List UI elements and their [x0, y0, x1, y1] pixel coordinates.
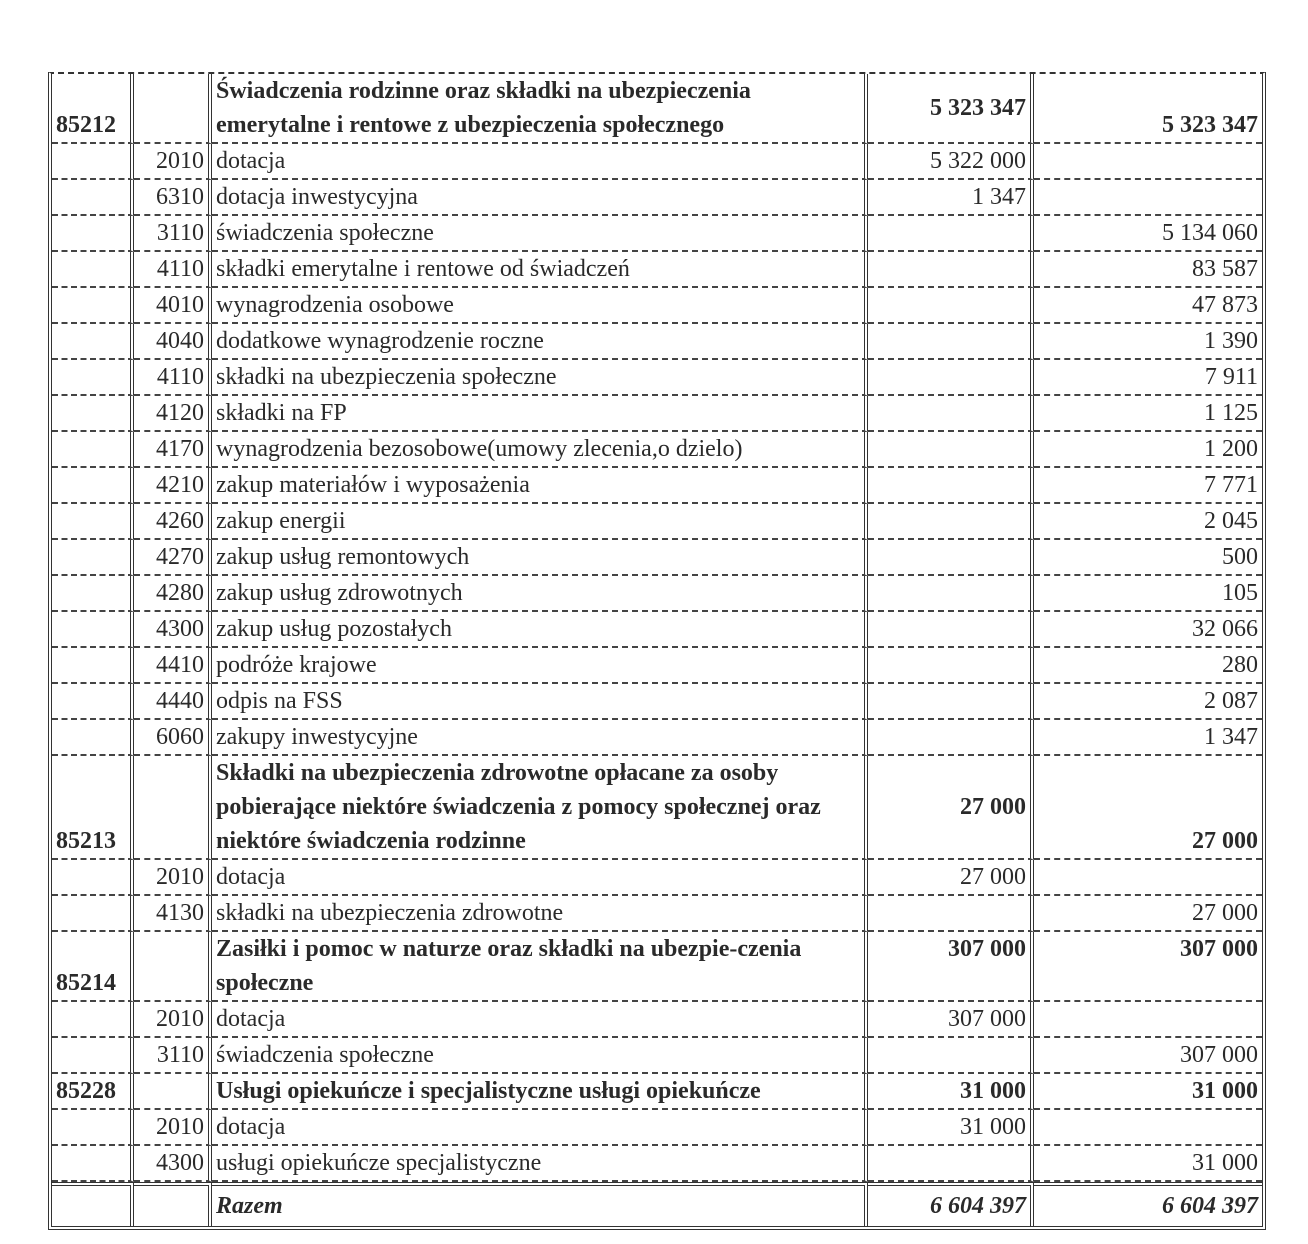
section-code [52, 1146, 134, 1182]
paragraph-code [134, 756, 212, 860]
description: zakup materiałów i wyposażenia [212, 468, 868, 504]
description: dotacja [212, 1002, 868, 1038]
expense-amount: 307 000 [1034, 1038, 1262, 1074]
description: świadczenia społeczne [212, 216, 868, 252]
section-code [52, 252, 134, 288]
paragraph-code: 2010 [134, 144, 212, 180]
table-row [52, 252, 1262, 288]
description: składki emerytalne i rentowe od świadczeń [212, 252, 868, 288]
table-row [52, 576, 1262, 612]
description: Świadczenia rodzinne oraz składki na ubezpieczenia emerytalne i rentowe z ubezpieczenia społecznego [212, 74, 868, 144]
section-code [52, 684, 134, 720]
section-code [52, 648, 134, 684]
description: Zasiłki i pomoc w naturze oraz składki na ubezpie-czenia społeczne [212, 932, 868, 1002]
section-code [52, 612, 134, 648]
income-amount [868, 612, 1034, 648]
expense-amount [1034, 180, 1262, 216]
table-row [52, 180, 1262, 216]
total-section-cell [52, 1182, 134, 1226]
table-row [52, 612, 1262, 648]
description: dotacja [212, 144, 868, 180]
paragraph-code: 6310 [134, 180, 212, 216]
income-amount [868, 216, 1034, 252]
budget-document [48, 72, 1266, 1230]
paragraph-code: 4270 [134, 540, 212, 576]
paragraph-code: 3110 [134, 1038, 212, 1074]
expense-amount: 5 323 347 [1034, 74, 1262, 144]
paragraph-code: 4110 [134, 360, 212, 396]
table-row [52, 468, 1262, 504]
income-amount [868, 540, 1034, 576]
expense-amount: 5 134 060 [1034, 216, 1262, 252]
expense-amount: 1 125 [1034, 396, 1262, 432]
paragraph-code: 4210 [134, 468, 212, 504]
description: świadczenia społeczne [212, 1038, 868, 1074]
section-code [52, 1038, 134, 1074]
paragraph-code [134, 1074, 212, 1110]
table-row [52, 720, 1262, 756]
expense-amount: 83 587 [1034, 252, 1262, 288]
paragraph-code: 4010 [134, 288, 212, 324]
expense-amount: 1 347 [1034, 720, 1262, 756]
section-code: 85212 [52, 74, 134, 144]
total-para-cell [134, 1182, 212, 1226]
description: dodatkowe wynagrodzenie roczne [212, 324, 868, 360]
description: zakup usług zdrowotnych [212, 576, 868, 612]
section-code [52, 144, 134, 180]
description: Składki na ubezpieczenia zdrowotne opłacane za osoby pobierające niektóre świadczenia z pomocy społecznej oraz niektóre świadczenia rodzinne [212, 756, 868, 860]
section-code [52, 576, 134, 612]
income-amount [868, 396, 1034, 432]
income-amount [868, 684, 1034, 720]
income-amount [868, 1038, 1034, 1074]
section-code [52, 860, 134, 896]
description: wynagrodzenia bezosobowe(umowy zlecenia,o dzielo) [212, 432, 868, 468]
paragraph-code: 4170 [134, 432, 212, 468]
expense-amount: 27 000 [1034, 756, 1262, 860]
paragraph-code: 2010 [134, 1110, 212, 1146]
description: zakup usług pozostałych [212, 612, 868, 648]
paragraph-code [134, 74, 212, 144]
table-row [52, 860, 1262, 896]
total-row [52, 1182, 1262, 1226]
income-amount [868, 896, 1034, 932]
expense-amount: 47 873 [1034, 288, 1262, 324]
section-code [52, 504, 134, 540]
section-code [52, 324, 134, 360]
income-amount [868, 432, 1034, 468]
income-amount: 1 347 [868, 180, 1034, 216]
table-row [52, 432, 1262, 468]
table-row [52, 144, 1262, 180]
section-code [52, 396, 134, 432]
expense-amount: 31 000 [1034, 1146, 1262, 1182]
section-code [52, 288, 134, 324]
description: Usługi opiekuńcze i specjalistyczne usługi opiekuńcze [212, 1074, 868, 1110]
table-row [52, 396, 1262, 432]
total-income: 6 604 397 [868, 1182, 1034, 1226]
paragraph-code: 2010 [134, 1002, 212, 1038]
description: usługi opiekuńcze specjalistyczne [212, 1146, 868, 1182]
section-code [52, 432, 134, 468]
paragraph-code [134, 932, 212, 1002]
table-row [52, 1038, 1262, 1074]
section-code [52, 360, 134, 396]
section-code: 85213 [52, 756, 134, 860]
section-header-row [52, 932, 1262, 1002]
paragraph-code: 4130 [134, 896, 212, 932]
paragraph-code: 4300 [134, 612, 212, 648]
section-header-row [52, 756, 1262, 860]
section-code [52, 180, 134, 216]
paragraph-code: 6060 [134, 720, 212, 756]
income-amount [868, 576, 1034, 612]
table-row [52, 648, 1262, 684]
section-code [52, 540, 134, 576]
expense-amount: 500 [1034, 540, 1262, 576]
expense-amount [1034, 1002, 1262, 1038]
expense-amount: 2 087 [1034, 684, 1262, 720]
expense-amount: 105 [1034, 576, 1262, 612]
table-row [52, 288, 1262, 324]
table-row [52, 504, 1262, 540]
paragraph-code: 3110 [134, 216, 212, 252]
table-row [52, 684, 1262, 720]
table-row [52, 216, 1262, 252]
income-amount: 307 000 [868, 932, 1034, 1002]
description: zakup usług remontowych [212, 540, 868, 576]
expense-amount: 31 000 [1034, 1074, 1262, 1110]
expense-amount: 1 390 [1034, 324, 1262, 360]
income-amount: 307 000 [868, 1002, 1034, 1038]
table-row [52, 896, 1262, 932]
paragraph-code: 2010 [134, 860, 212, 896]
section-code [52, 896, 134, 932]
description: zakup energii [212, 504, 868, 540]
section-code [52, 216, 134, 252]
paragraph-code: 4300 [134, 1146, 212, 1182]
expense-amount: 2 045 [1034, 504, 1262, 540]
description: dotacja [212, 860, 868, 896]
section-code [52, 720, 134, 756]
section-header-row [52, 1074, 1262, 1110]
expense-amount: 27 000 [1034, 896, 1262, 932]
description: dotacja [212, 1110, 868, 1146]
paragraph-code: 4440 [134, 684, 212, 720]
income-amount [868, 324, 1034, 360]
expense-amount [1034, 1110, 1262, 1146]
income-amount [868, 720, 1034, 756]
paragraph-code: 4260 [134, 504, 212, 540]
income-amount [868, 288, 1034, 324]
description: odpis na FSS [212, 684, 868, 720]
income-amount: 31 000 [868, 1074, 1034, 1110]
paragraph-code: 4280 [134, 576, 212, 612]
table-row [52, 324, 1262, 360]
expense-amount: 1 200 [1034, 432, 1262, 468]
expense-amount: 7 771 [1034, 468, 1262, 504]
expense-amount: 32 066 [1034, 612, 1262, 648]
description: składki na ubezpieczenia zdrowotne [212, 896, 868, 932]
income-amount [868, 360, 1034, 396]
paragraph-code: 4110 [134, 252, 212, 288]
description: składki na ubezpieczenia społeczne [212, 360, 868, 396]
table-row [52, 1146, 1262, 1182]
expense-amount [1034, 144, 1262, 180]
paragraph-code: 4120 [134, 396, 212, 432]
expense-amount [1034, 860, 1262, 896]
section-code [52, 1002, 134, 1038]
section-code: 85228 [52, 1074, 134, 1110]
total-expense: 6 604 397 [1034, 1182, 1262, 1226]
income-amount: 27 000 [868, 860, 1034, 896]
income-amount: 27 000 [868, 756, 1034, 860]
description: dotacja inwestycyjna [212, 180, 868, 216]
budget-table [48, 72, 1266, 1230]
table-row [52, 1002, 1262, 1038]
table-row [52, 1110, 1262, 1146]
paragraph-code: 4040 [134, 324, 212, 360]
description: składki na FP [212, 396, 868, 432]
total-label: Razem [212, 1182, 868, 1226]
expense-amount: 280 [1034, 648, 1262, 684]
section-code: 85214 [52, 932, 134, 1002]
paragraph-code: 4410 [134, 648, 212, 684]
expense-amount: 7 911 [1034, 360, 1262, 396]
expense-amount: 307 000 [1034, 932, 1262, 1002]
income-amount [868, 504, 1034, 540]
income-amount [868, 648, 1034, 684]
income-amount [868, 468, 1034, 504]
description: zakupy inwestycyjne [212, 720, 868, 756]
table-row [52, 540, 1262, 576]
income-amount: 31 000 [868, 1110, 1034, 1146]
income-amount: 5 322 000 [868, 144, 1034, 180]
section-header-row [52, 74, 1262, 144]
description: podróże krajowe [212, 648, 868, 684]
budget-table-body [52, 74, 1262, 1182]
section-code [52, 468, 134, 504]
income-amount [868, 1146, 1034, 1182]
section-code [52, 1110, 134, 1146]
description: wynagrodzenia osobowe [212, 288, 868, 324]
table-row [52, 360, 1262, 396]
income-amount [868, 252, 1034, 288]
income-amount: 5 323 347 [868, 74, 1034, 144]
